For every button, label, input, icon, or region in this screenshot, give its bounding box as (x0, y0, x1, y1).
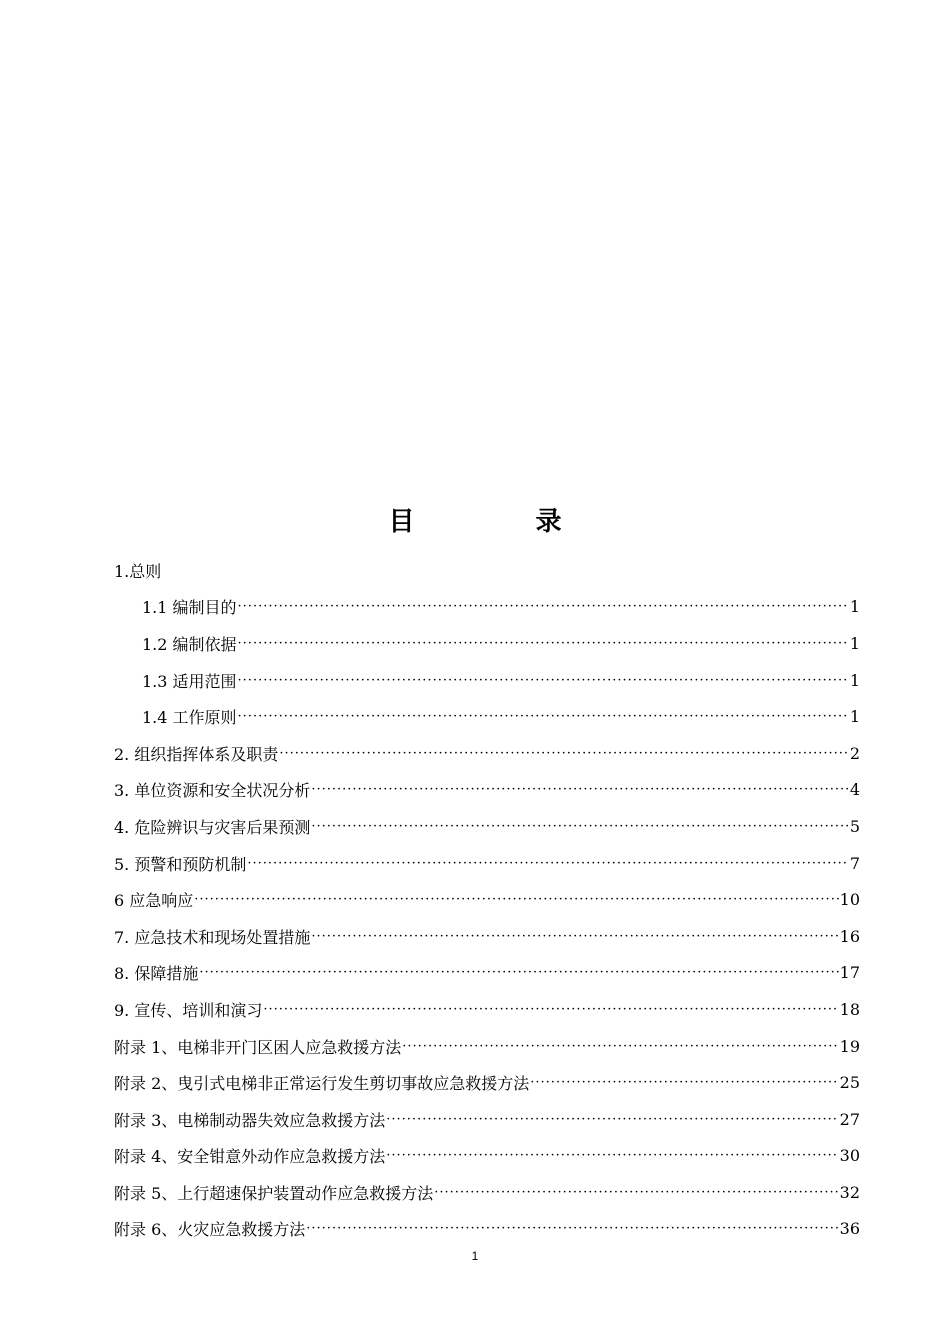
toc-entry-label: 4. 危险辨识与灾害后果预测 (114, 817, 311, 837)
toc-entry-page: 4 (849, 780, 860, 800)
toc-entry-page: 27 (839, 1109, 860, 1129)
toc-entry[interactable] (114, 991, 860, 1028)
toc-entry-label: 1.总则 (114, 561, 162, 581)
page-number: 1 (471, 1249, 479, 1263)
toc-entry-page: 30 (839, 1146, 860, 1166)
toc-entry[interactable] (114, 735, 860, 772)
toc-entry-label: 附录 1、电梯非开门区困人应急救援方法 (114, 1037, 402, 1057)
toc-entry-label: 1.4 工作原则 (142, 708, 237, 728)
toc-entry[interactable] (114, 845, 860, 882)
toc-entry-page: 5 (849, 816, 860, 836)
toc-leader-dots (194, 892, 838, 907)
toc-entry-page: 19 (839, 1036, 860, 1056)
toc-entry-label: 1.2 编制依据 (142, 634, 237, 654)
toc-entry-label: 附录 2、曳引式电梯非正常运行发生剪切事故应急救援方法 (114, 1074, 530, 1094)
toc-entry-page: 32 (839, 1182, 860, 1202)
toc-entry-label: 5. 预警和预防机制 (114, 854, 247, 874)
toc-entry[interactable] (114, 808, 860, 845)
toc-entry[interactable] (114, 552, 860, 589)
toc-entry[interactable] (114, 662, 860, 699)
toc-leader-dots (238, 673, 849, 688)
toc-entry[interactable] (114, 1028, 860, 1065)
toc-entry-label: 附录 6、火灾应急救援方法 (114, 1220, 306, 1240)
toc-entry[interactable] (114, 698, 860, 735)
toc-leader-dots (238, 599, 849, 614)
toc-entry[interactable] (114, 1174, 860, 1211)
toc-leader-dots (402, 1039, 838, 1054)
toc-leader-dots (238, 636, 849, 651)
toc-entry[interactable] (114, 1064, 860, 1101)
toc-entry[interactable] (114, 625, 860, 662)
toc-leader-dots (311, 929, 838, 944)
toc-entry-label: 附录 4、安全钳意外动作应急救援方法 (114, 1147, 386, 1167)
toc-entry-label: 3. 单位资源和安全状况分析 (114, 781, 311, 801)
toc-entry-page: 36 (839, 1219, 860, 1239)
toc-leader-dots (386, 1148, 838, 1163)
toc-entry[interactable] (114, 772, 860, 809)
toc-entry-page: 10 (839, 890, 860, 910)
toc-entry[interactable] (114, 589, 860, 626)
toc-entry-page: 1 (849, 597, 860, 617)
toc-leader-dots (530, 1075, 838, 1090)
toc-entry-page: 17 (839, 963, 860, 983)
toc-entry-label: 1.3 适用范围 (142, 671, 237, 691)
toc-entry-page: 2 (849, 743, 860, 763)
toc-entry[interactable] (114, 1138, 860, 1175)
toc-leader-dots (386, 1112, 838, 1127)
toc-entry-page: 1 (849, 670, 860, 690)
toc-entry-page: 18 (839, 999, 860, 1019)
toc-entry-page: 25 (839, 1073, 860, 1093)
toc-leader-dots (247, 856, 848, 871)
toc-entry-label: 1.1 编制目的 (142, 598, 237, 618)
toc-entry-label: 8. 保障措施 (114, 964, 199, 984)
table-of-contents (114, 552, 860, 1247)
toc-leader-dots (306, 1221, 838, 1236)
toc-entry-page: 1 (849, 633, 860, 653)
toc-entry[interactable] (114, 881, 860, 918)
toc-leader-dots (279, 746, 848, 761)
toc-leader-dots (263, 1002, 838, 1017)
toc-entry-page: 16 (839, 926, 860, 946)
toc-entry-label: 6 应急响应 (114, 891, 194, 911)
toc-entry[interactable] (114, 1101, 860, 1138)
toc-leader-dots (434, 1185, 838, 1200)
toc-entry-label: 附录 5、上行超速保护装置动作应急救援方法 (114, 1183, 434, 1203)
toc-entry-page: 1 (849, 707, 860, 727)
toc-title: 目 录 (388, 507, 618, 537)
toc-entry[interactable] (114, 1211, 860, 1248)
toc-entry[interactable] (114, 955, 860, 992)
toc-entry[interactable] (114, 918, 860, 955)
toc-leader-dots (199, 965, 838, 980)
toc-leader-dots (311, 782, 848, 797)
toc-entry-label: 附录 3、电梯制动器失效应急救援方法 (114, 1110, 386, 1130)
toc-leader-dots (238, 709, 849, 724)
toc-entry-label: 2. 组织指挥体系及职责 (114, 744, 279, 764)
toc-entry-label: 7. 应急技术和现场处置措施 (114, 927, 311, 947)
toc-entry-page: 7 (849, 853, 860, 873)
toc-entry-label: 9. 宣传、培训和演习 (114, 1000, 263, 1020)
toc-leader-dots (311, 819, 848, 834)
